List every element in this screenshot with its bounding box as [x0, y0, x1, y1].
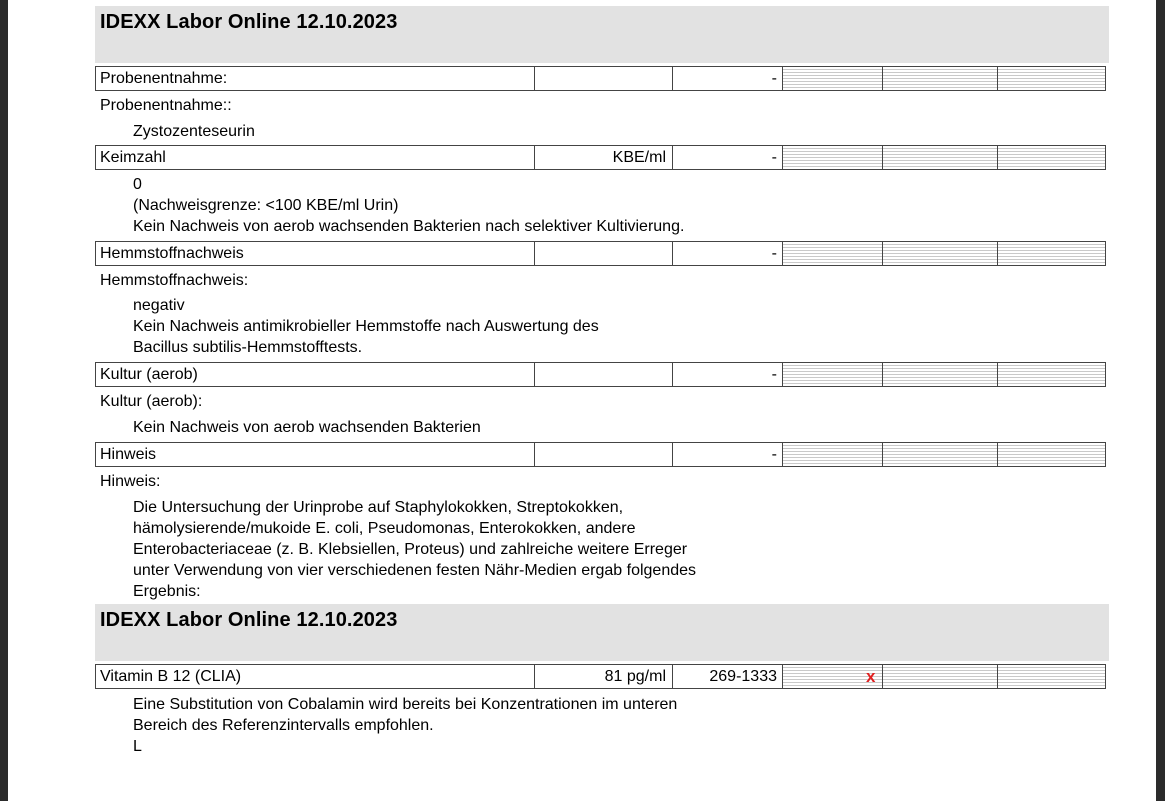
reference-range: -: [673, 146, 783, 169]
graph-cell-low: [783, 146, 883, 169]
probenentnahme-label: Probenentnahme::: [100, 97, 232, 114]
reference-range: -: [673, 443, 783, 466]
kultur-result: Kein Nachweis von aerob wachsenden Bakterien: [133, 419, 481, 436]
test-name: Probenentnahme:: [96, 67, 535, 90]
graph-cell-normal: [883, 363, 998, 386]
out-of-range-flag-icon: x: [866, 667, 876, 686]
keimzahl-text-line: Kein Nachweis von aerob wachsenden Bakterien nach selektiver Kultivierung.: [133, 218, 685, 235]
graph-cell-low: [783, 443, 883, 466]
hinweis-text-line: Die Untersuchung der Urinprobe auf Staphylokokken, Streptokokken,: [133, 499, 624, 516]
test-name: Kultur (aerob): [96, 363, 535, 386]
graph-cell-low: [783, 67, 883, 90]
test-name: Vitamin B 12 (CLIA): [96, 665, 535, 688]
result-row-kultur: [95, 362, 1106, 387]
vitamin-text-line: Bereich des Referenzintervalls empfohlen.: [133, 717, 434, 734]
test-name: Keimzahl: [96, 146, 535, 169]
keimzahl-text-line: (Nachweisgrenze: <100 KBE/ml Urin): [133, 197, 399, 214]
graph-cell-normal: [883, 443, 998, 466]
test-name: Hinweis: [96, 443, 535, 466]
reference-range: -: [673, 363, 783, 386]
graph-cell-low: [783, 242, 883, 265]
probenentnahme-result: Zystozenteseurin: [133, 123, 255, 140]
reference-range: 269-1333: [673, 665, 783, 688]
hemmstoff-text-line: negativ: [133, 297, 185, 314]
test-value: [535, 67, 673, 90]
test-value: [535, 242, 673, 265]
hinweis-text-line: Ergebnis:: [133, 583, 201, 600]
reference-range: -: [673, 242, 783, 265]
reference-range: -: [673, 67, 783, 90]
section-header: [95, 6, 1109, 63]
test-value: KBE/ml: [535, 146, 673, 169]
vitamin-text-line: L: [133, 738, 142, 755]
graph-cell-high: [998, 67, 1105, 90]
report-page: [8, 0, 1156, 801]
graph-cell-high: [998, 146, 1105, 169]
kultur-label: Kultur (aerob):: [100, 393, 203, 410]
test-value: 81 pg/ml: [535, 665, 673, 688]
result-row-hemmstoffnachweis: [95, 241, 1106, 266]
graph-cell-high: [998, 242, 1105, 265]
hemmstoff-label: Hemmstoffnachweis:: [100, 272, 249, 289]
hinweis-label: Hinweis:: [100, 473, 161, 490]
keimzahl-text-line: 0: [133, 176, 142, 193]
hinweis-text-line: Enterobacteriaceae (z. B. Klebsiellen, Proteus) und zahlreiche weitere Erreger: [133, 541, 688, 558]
test-value: [535, 443, 673, 466]
graph-cell-high: [998, 665, 1105, 688]
graph-cell-normal: [883, 146, 998, 169]
hinweis-text-line: hämolysierende/mukoide E. coli, Pseudomonas, Enterokokken, andere: [133, 520, 636, 537]
section-header: [95, 604, 1109, 661]
section-title: IDEXX Labor Online 12.10.2023: [100, 11, 398, 33]
graph-cell-low: [783, 363, 883, 386]
hinweis-text-line: unter Verwendung von vier verschiedenen festen Nähr-Medien ergab folgendes: [133, 562, 697, 579]
test-name: Hemmstoffnachweis: [96, 242, 535, 265]
hemmstoff-text-line: Bacillus subtilis-Hemmstofftests.: [133, 339, 363, 356]
section-title: IDEXX Labor Online 12.10.2023: [100, 609, 398, 631]
result-row-keimzahl: [95, 145, 1106, 170]
test-value: [535, 363, 673, 386]
result-row-probenentnahme: [95, 66, 1106, 91]
graph-cell-normal: [883, 665, 998, 688]
graph-cell-high: [998, 443, 1105, 466]
graph-cell-high: [998, 363, 1105, 386]
graph-cell-normal: [883, 67, 998, 90]
result-row-vitamin-b12: [95, 664, 1106, 689]
vitamin-text-line: Eine Substitution von Cobalamin wird bereits bei Konzentrationen im unteren: [133, 696, 678, 713]
graph-cell-normal: [883, 242, 998, 265]
result-row-hinweis: [95, 442, 1106, 467]
hemmstoff-text-line: Kein Nachweis antimikrobieller Hemmstoffe nach Auswertung des: [133, 318, 599, 335]
